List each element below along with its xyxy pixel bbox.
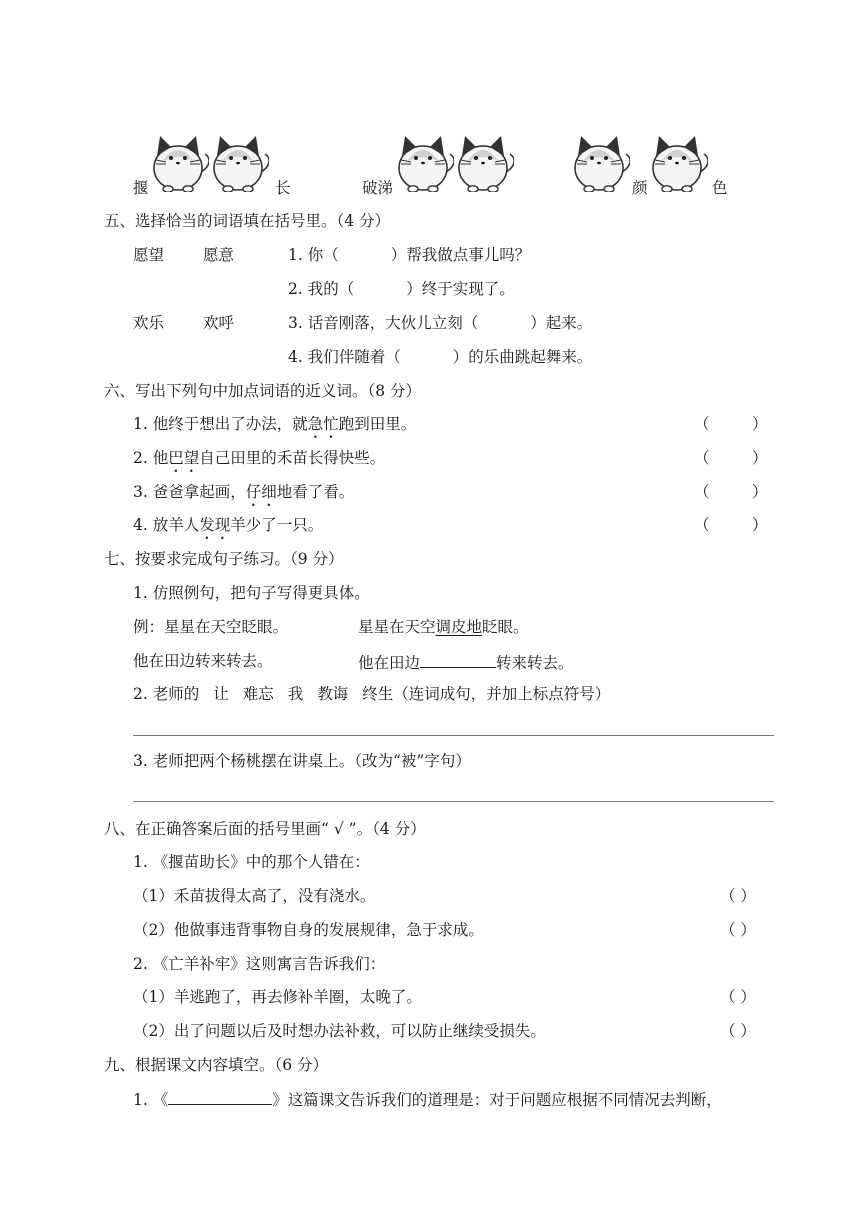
section-6-title: 六、写出下列句中加点词语的近义词。（8 分）: [104, 382, 422, 400]
fill-item[interactable]: 3. 话音刚落，大伙儿立刻（ ）起来。: [288, 314, 593, 332]
answer-paren-close[interactable]: ）: [752, 415, 768, 433]
sentence-item: 4. 放羊人发现羊少了一只。: [133, 516, 324, 534]
fill-item[interactable]: 1. 你（ ）帮我做点事儿吗？: [288, 246, 531, 264]
check-paren[interactable]: （ ）: [720, 988, 756, 1006]
section-7-title: 七、按要求完成句子练习。（9 分）: [104, 550, 344, 568]
cat-face-icon[interactable]: [211, 132, 269, 192]
answer-paren-open[interactable]: （: [694, 449, 710, 467]
option-text: （2）出了问题以后及时想办法补救，可以防止继续受损失。: [133, 1022, 546, 1040]
answer-line[interactable]: [133, 735, 774, 736]
answer-blank: [168, 1088, 272, 1105]
dotted-word: 仔细: [245, 483, 277, 501]
check-paren[interactable]: （ ）: [720, 1022, 756, 1040]
answer-paren-open[interactable]: （: [694, 415, 710, 433]
fill-sentence[interactable]: 1. 《 》这篇课文告诉我们的道理是：对于问题应根据不同情况去判断，: [133, 1088, 722, 1110]
option-text: （2）他做事违背事物自身的发展规律，急于求成。: [133, 921, 484, 939]
answer-paren-open[interactable]: （: [694, 516, 710, 534]
word-option: 愿意: [203, 246, 235, 264]
pinyin-char: 长: [275, 179, 291, 197]
underlined-word: 调皮地: [435, 618, 483, 636]
dotted-word: 急忙: [307, 415, 339, 433]
answer-blank: [420, 651, 496, 668]
question-text: 2. 《亡羊补牢》这则寓言告诉我们：: [133, 955, 386, 973]
option-text: （1）禾苗拔得太高了，没有浇水。: [133, 887, 376, 905]
cat-face-icon[interactable]: [396, 132, 454, 192]
example-expanded: 星星在天空调皮地眨眼。: [358, 618, 529, 636]
section-8-title: 八、在正确答案后面的括号里画“ √ ”。（4 分）: [104, 820, 426, 838]
question-text: 1. 仿照例句，把句子写得更具体。: [133, 584, 370, 602]
section-5-title: 五、选择恰当的词语填在括号里。（4 分）: [104, 212, 391, 230]
pinyin-char: 破涕: [362, 179, 394, 197]
check-paren[interactable]: （ ）: [720, 921, 756, 939]
cat-face-icon[interactable]: [572, 132, 630, 192]
sentence-item: 3. 爸爸拿起画，仔细地看了看。: [133, 483, 355, 501]
dotted-word: 巴望: [168, 449, 200, 467]
pinyin-char: 颜: [632, 179, 648, 197]
question-text: 3. 老师把两个杨桃摆在讲桌上。（改为“被”字句）: [133, 752, 471, 770]
word-option: 欢乐: [133, 314, 165, 332]
task-fill[interactable]: 他在田边 转来转去。: [358, 651, 574, 673]
word-order-question: 2. 老师的 让 难忘 我 教诲 终生（连词成句，并加上标点符号）: [133, 685, 611, 703]
dotted-word: 发现: [199, 516, 231, 534]
cat-face-icon[interactable]: [650, 132, 708, 192]
task-sentence: 他在田边转来转去。: [133, 652, 273, 670]
answer-paren-close[interactable]: ）: [752, 516, 768, 534]
cat-face-icon[interactable]: [151, 132, 209, 192]
answer-line[interactable]: [133, 801, 774, 802]
question-text: 1. 《揠苗助长》中的那个人错在：: [133, 853, 370, 871]
word-option: 愿望: [133, 246, 165, 264]
fill-item[interactable]: 2. 我的（ ）终于实现了。: [288, 280, 515, 298]
cat-face-icon[interactable]: [456, 132, 514, 192]
answer-paren-close[interactable]: ）: [752, 449, 768, 467]
fill-item[interactable]: 4. 我们伴随着（ ）的乐曲跳起舞来。: [288, 348, 593, 366]
option-text: （1）羊逃跑了，再去修补羊圈，太晚了。: [133, 988, 422, 1006]
pinyin-char: 揠: [133, 179, 149, 197]
answer-paren-open[interactable]: （: [694, 483, 710, 501]
sentence-item: 2. 他巴望自己田里的禾苗长得快些。: [133, 449, 386, 467]
section-9-title: 九、根据课文内容填空。（6 分）: [104, 1056, 329, 1074]
word-option: 欢呼: [203, 314, 235, 332]
example-sentence: 例：星星在天空眨眼。: [133, 618, 289, 636]
check-paren[interactable]: （ ）: [720, 887, 756, 905]
pinyin-char: 色: [712, 179, 728, 197]
sentence-item: 1. 他终于想出了办法，就急忙跑到田里。: [133, 415, 417, 433]
answer-paren-close[interactable]: ）: [752, 483, 768, 501]
